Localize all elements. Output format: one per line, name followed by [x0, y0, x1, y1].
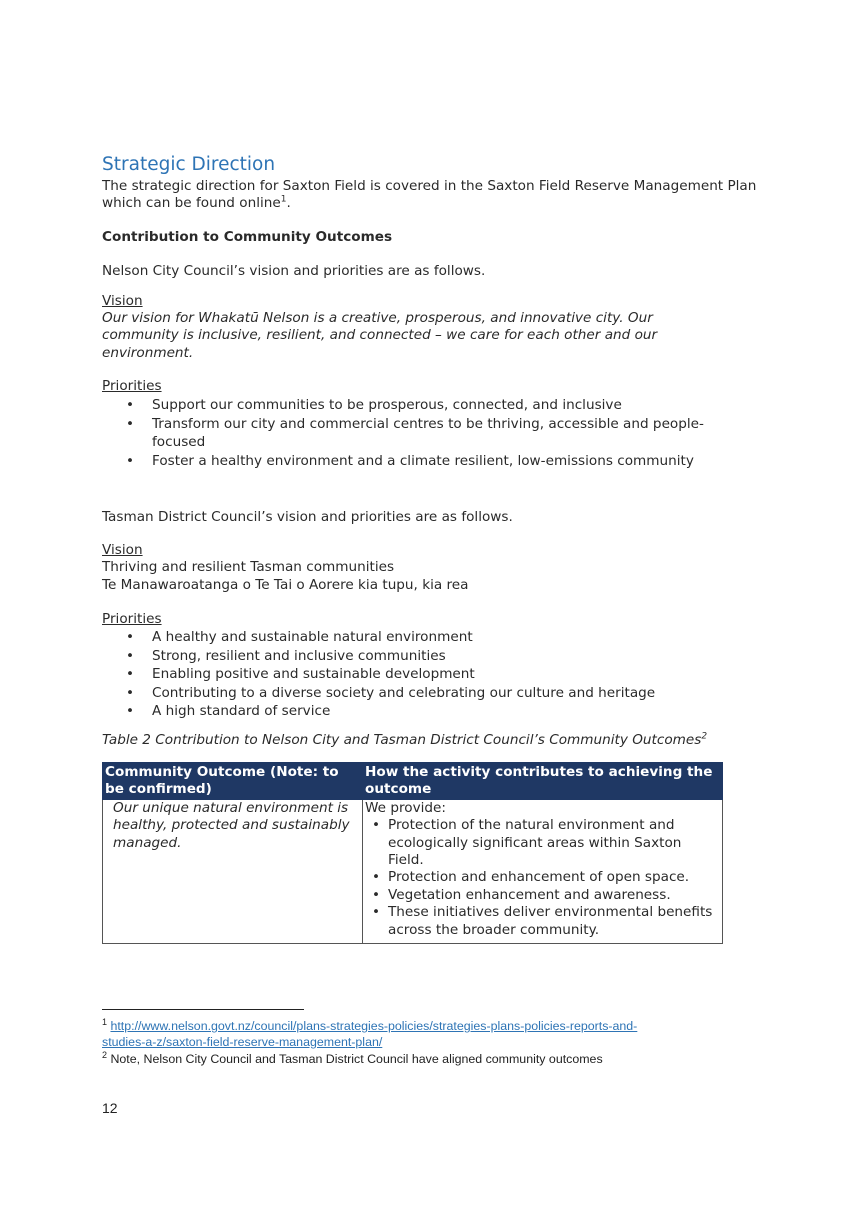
- nelson-priorities-label: Priorities: [102, 378, 162, 394]
- list-item: • Contributing to a diverse society and celebrating our culture and heritage: [102, 684, 655, 703]
- tasman-intro: Tasman District Council’s vision and priorities are as follows.: [102, 509, 513, 525]
- header-activity-contribution: How the activity contributes to achieving the outcome: [363, 763, 723, 800]
- list-item: • Protection of the natural environment and ecologically significant areas within Saxton Field.: [365, 817, 720, 869]
- tasman-vision-label: Vision: [102, 542, 143, 558]
- tasman-vision-line-1: Thriving and resilient Tasman communities: [102, 559, 395, 575]
- provide-label: We provide:: [365, 799, 446, 816]
- table-caption-text: Table 2 Contribution to Nelson City and Tasman District Council’s Community Outcomes: [102, 732, 702, 748]
- contribution-cell: [363, 799, 723, 943]
- footnote-1-link[interactable]: http://www.nelson.govt.nz/council/plans-strategies-policies/strategies-plans-policies-reports-and- studies-a-z/saxton-field-reserve-management-plan/: [102, 1019, 638, 1049]
- footnote-1: [102, 1018, 762, 1050]
- footnote-ref-1[interactable]: 1: [280, 194, 287, 205]
- list-item: • Strong, resilient and inclusive communities: [102, 647, 655, 666]
- footnote-2-text: Note, Nelson City Council and Tasman District Council have aligned community outcomes: [110, 1052, 603, 1066]
- tasman-priorities-list: [102, 628, 655, 721]
- contribution-heading: Contribution to Community Outcomes: [102, 229, 393, 245]
- list-item: • These initiatives deliver environmental benefits across the broader community.: [365, 904, 720, 939]
- table-caption: [102, 732, 707, 749]
- intro-text: The strategic direction for Saxton Field is covered in the Saxton Field Reserve Management Plan which can be found online: [102, 178, 757, 212]
- nelson-intro: Nelson City Council’s vision and priorities are as follows.: [102, 263, 486, 279]
- nelson-vision-label: Vision: [102, 293, 143, 309]
- nelson-priorities-list: [102, 397, 742, 471]
- footnote-2: [102, 1051, 603, 1067]
- contribution-list: [365, 817, 720, 939]
- table-header-row: [103, 763, 723, 800]
- outcome-cell: Our unique natural environment is healthy, protected and sustainably managed.: [103, 799, 363, 943]
- list-item: • A high standard of service: [102, 702, 655, 721]
- intro-end: .: [286, 195, 291, 212]
- list-item: • Vegetation enhancement and awareness.: [365, 887, 720, 904]
- nelson-vision-text: Our vision for Whakatū Nelson is a creative, prosperous, and innovative city. Our community is inclusive, resilient, and connected – we care for each other and our environment.: [102, 310, 658, 361]
- list-item: • Transform our city and commercial centres to be thriving, accessible and people-focused: [102, 416, 742, 451]
- footnote-1-marker: 1: [102, 1016, 108, 1027]
- header-community-outcome: Community Outcome (Note: to be confirmed): [103, 763, 363, 800]
- outcomes-table: [102, 762, 723, 944]
- list-item: • Protection and enhancement of open space.: [365, 869, 720, 886]
- footnote-separator: [102, 1009, 304, 1010]
- tasman-priorities-label: Priorities: [102, 611, 162, 627]
- tasman-vision-line-2: Te Manawaroatanga o Te Tai o Aorere kia tupu, kia rea: [102, 577, 469, 593]
- footnote-ref-2[interactable]: 2: [701, 731, 708, 742]
- section-heading: Strategic Direction: [102, 154, 276, 175]
- page-number: 12: [102, 1100, 118, 1116]
- intro-paragraph: [102, 178, 757, 213]
- list-item: • Support our communities to be prosperous, connected, and inclusive: [102, 397, 742, 414]
- table-row: [103, 799, 723, 943]
- footnote-2-marker: 2: [102, 1049, 108, 1060]
- list-item: • Enabling positive and sustainable development: [102, 665, 655, 684]
- list-item: • A healthy and sustainable natural environment: [102, 628, 655, 647]
- list-item: • Foster a healthy environment and a climate resilient, low-emissions community: [102, 453, 742, 470]
